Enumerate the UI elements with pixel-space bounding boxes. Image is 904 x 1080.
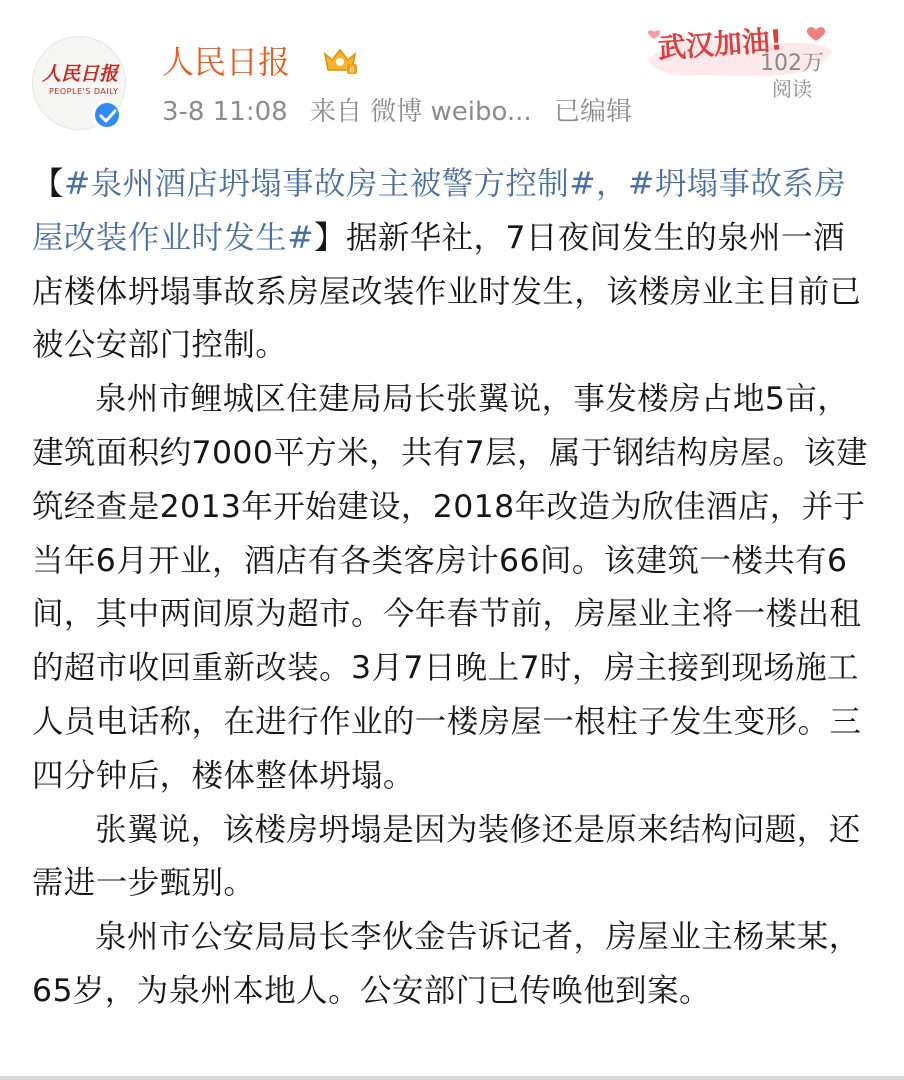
post-paragraph-3: 张翼说，该楼房坍塌是因为装修还是原来结构问题，还需进一步甄别。	[32, 811, 861, 902]
read-label: 阅读	[772, 77, 812, 101]
topic-link[interactable]: #坍塌事故系房屋改装作业时发生#	[32, 166, 847, 256]
avatar-logo-text: 人民日报	[41, 63, 118, 85]
post-paragraph-1	[32, 158, 868, 373]
topic-separator: ，	[596, 166, 628, 202]
post-paragraph-4: 泉州市公安局局长李伙金告诉记者，房屋业主杨某某，65岁，为泉州本地人。公安部门已传唤他到案。	[32, 919, 861, 1009]
bracket-open: 【	[32, 166, 64, 202]
crown-vip-icon[interactable]	[322, 46, 358, 76]
post-paragraph-2: 泉州市鲤城区住建局局长张翼说，事发楼房占地5亩，建筑面积约7000平方米，共有7层，属于钢结构房屋。该建筑经查是2013年开始建设，2018年改造为欣佳酒店，并于当年6月开业，酒店有各类客房计66间。该建筑一楼共有6间，其中两间原为超市。今年春节前，房屋业主将一楼出租的超市收回重新改装。3月7日晚上7时，房主接到现场施工人员电话称，在进行作业的一楼房屋一根柱子发生变形。三四分钟后，楼体整体坍塌。	[32, 381, 868, 794]
bracket-close: 】	[314, 219, 346, 256]
blue-verified-check-icon	[92, 100, 122, 130]
post-timestamp: 3-8 11:08	[162, 97, 288, 127]
lead-text: 据新华社，7日夜间发生的泉州一酒店楼体坍塌事故系房屋改装作业时发生，该楼房业主目前已被公安部门控制。	[32, 219, 862, 364]
sticker-text: 武汉加油!	[656, 23, 784, 65]
topic-link[interactable]: #泉州酒店坍塌事故房主被警方控制#	[63, 166, 596, 202]
edited-label[interactable]: 已编辑	[553, 97, 632, 127]
post-body	[32, 158, 868, 1019]
read-count: 102万	[760, 51, 824, 76]
user-name-link[interactable]: 人民日报	[162, 43, 291, 81]
post-source[interactable]: 来自 微博 weibo...	[309, 97, 532, 127]
post-meta	[162, 96, 646, 128]
svg-text:6: 6	[349, 65, 355, 75]
avatar-logo-english: PEOPLE'S DAILY	[49, 87, 119, 96]
divider	[0, 1076, 904, 1080]
